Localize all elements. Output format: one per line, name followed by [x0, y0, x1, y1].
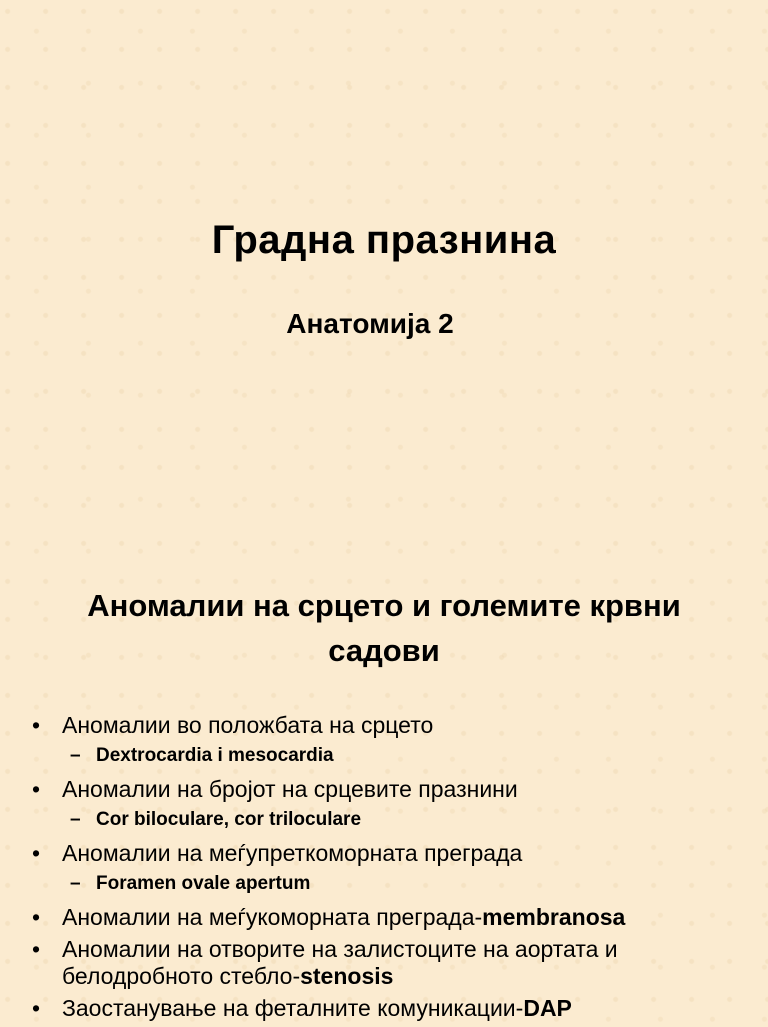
sub-bullet-text: Cor biloculare, cor triloculare — [96, 809, 362, 830]
bullet-latin-term: membranosa — [482, 904, 626, 930]
slide-title: Градна празнина — [211, 218, 557, 262]
bullet-item — [30, 936, 750, 990]
bullet-text: Аномалии на отворите на залистоците на аортата и белодробното стебло- — [62, 936, 618, 989]
bullet-item — [30, 995, 750, 1022]
bullet-text: Аномалии на меѓупреткоморната преграда — [62, 840, 523, 866]
sub-bullet-item — [30, 808, 750, 832]
bullet-text: Заостанување на феталните комуникации- — [62, 995, 524, 1021]
bullet-list — [30, 712, 750, 1027]
sub-bullet-item — [30, 872, 750, 896]
bullet-item — [30, 776, 750, 803]
bullet-item — [30, 904, 750, 931]
sub-bullet-item — [30, 744, 750, 768]
sub-bullet-text: Foramen ovale apertum — [96, 873, 311, 894]
section-heading: Аномалии на срцето и големите крвни садови — [87, 588, 681, 668]
bullet-item — [30, 712, 750, 739]
slide-subtitle: Анатомија 2 — [286, 308, 454, 339]
bullet-text: Аномалии на бројот на срцевите празнини — [62, 776, 518, 802]
bullet-latin-term: stenosis — [300, 963, 394, 989]
bullet-item — [30, 840, 750, 867]
sub-bullet-text: Dextrocardia i mesocardia — [96, 745, 334, 766]
bullet-text: Аномалии во положбата на срцето — [62, 712, 434, 738]
bullet-latin-term: DAP — [523, 995, 572, 1021]
bullet-text: Аномалии на меѓукоморната преграда- — [62, 904, 483, 930]
